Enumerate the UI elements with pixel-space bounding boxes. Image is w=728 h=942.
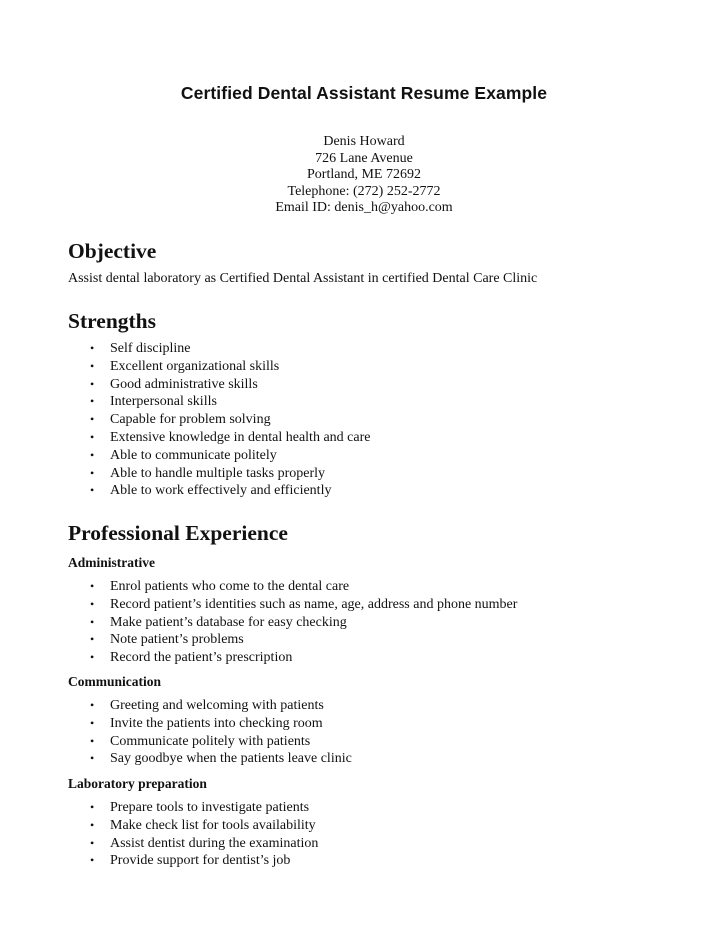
list-item-text: Good administrative skills [110, 376, 258, 392]
list-item [0, 733, 352, 751]
list-item-text: Enrol patients who come to the dental care [110, 579, 350, 594]
list-item [0, 358, 370, 376]
communication-list [0, 697, 352, 768]
bullet-icon: • [90, 394, 95, 409]
list-item-text: Excellent organizational skills [110, 358, 280, 374]
bullet-icon: • [90, 632, 95, 647]
bullet-icon: • [90, 429, 95, 444]
list-item-text: Make check list for tools availability [110, 817, 316, 833]
list-item-text: Greeting and welcoming with patients [110, 698, 324, 713]
list-item-text: Self discipline [110, 341, 191, 356]
bullet-icon: • [90, 447, 95, 462]
administrative-list [0, 578, 517, 667]
list-item [0, 715, 352, 733]
bullet-icon: • [90, 733, 95, 748]
bullet-icon: • [90, 853, 95, 868]
bullet-icon: • [90, 800, 95, 814]
bullet-icon: • [90, 817, 95, 832]
list-item [0, 393, 370, 411]
laboratory-preparation-heading: Laboratory preparation [68, 776, 207, 791]
list-item [0, 817, 318, 835]
list-item [0, 631, 517, 649]
list-item-text: Assist dentist during the examination [110, 835, 319, 851]
list-item [0, 482, 370, 500]
list-item-text: Able to handle multiple tasks properly [110, 465, 326, 481]
list-item [0, 596, 517, 614]
list-item [0, 750, 352, 768]
bullet-icon: • [90, 376, 95, 391]
experience-heading: Professional Experience [68, 521, 288, 545]
list-item [0, 649, 517, 667]
list-item-text: Record patient’s identities such as name, age, address and phone number [110, 596, 518, 612]
list-item [0, 465, 370, 483]
list-item-text: Extensive knowledge in dental health and care [110, 429, 371, 445]
list-item [0, 429, 370, 447]
administrative-heading: Administrative [68, 555, 155, 570]
bullet-icon: • [90, 698, 95, 712]
bullet-icon: • [90, 579, 95, 593]
contact-address-line1: 726 Lane Avenue [315, 150, 413, 166]
list-item [0, 578, 517, 596]
bullet-icon: • [90, 751, 95, 766]
list-item [0, 835, 318, 853]
list-item-text: Interpersonal skills [110, 394, 217, 410]
list-item [0, 852, 318, 870]
contact-name: Denis Howard [323, 134, 405, 149]
strengths-heading: Strengths [68, 309, 157, 333]
bullet-icon: • [90, 483, 95, 498]
laboratory-preparation-list [0, 799, 318, 870]
list-item-text: Able to work effectively and efficiently [110, 483, 332, 499]
communication-heading: Communication [68, 674, 162, 689]
list-item-text: Communicate politely with patients [110, 733, 311, 749]
list-item [0, 697, 352, 715]
bullet-icon: • [90, 341, 95, 355]
list-item-text: Say goodbye when the patients leave clinic [110, 751, 352, 767]
bullet-icon: • [90, 358, 95, 373]
list-item-text: Make patient’s database for easy checking [110, 614, 347, 630]
document-title: Certified Dental Assistant Resume Example [180, 83, 548, 103]
bullet-icon: • [90, 465, 95, 480]
list-item [0, 447, 370, 465]
list-item-text: Provide support for dentist’s job [110, 853, 291, 869]
objective-heading: Objective [68, 239, 157, 263]
list-item [0, 376, 370, 394]
contact-email: Email ID: denis_h@yahoo.com [275, 200, 453, 216]
contact-telephone: Telephone: (272) 252-2772 [287, 183, 441, 199]
strengths-list [0, 340, 370, 500]
bullet-icon: • [90, 835, 95, 850]
list-item [0, 614, 517, 632]
objective-text: Assist dental laboratory as Certified Dental Assistant in certified Dental Care Clinic [68, 271, 538, 286]
bullet-icon: • [90, 715, 95, 730]
bullet-icon: • [90, 650, 95, 665]
list-item-text: Record the patient’s prescription [110, 650, 293, 666]
list-item [0, 340, 370, 358]
list-item [0, 799, 318, 817]
list-item-text: Note patient’s problems [110, 632, 244, 648]
contact-address-line2: Portland, ME 72692 [307, 167, 421, 183]
bullet-icon: • [90, 614, 95, 629]
list-item-text: Prepare tools to investigate patients [110, 800, 310, 815]
list-item [0, 411, 370, 429]
list-item-text: Capable for problem solving [110, 412, 271, 428]
list-item-text: Invite the patients into checking room [110, 715, 323, 731]
list-item-text: Able to communicate politely [110, 447, 277, 463]
bullet-icon: • [90, 412, 95, 427]
bullet-icon: • [90, 596, 95, 611]
contact-block [0, 134, 728, 217]
